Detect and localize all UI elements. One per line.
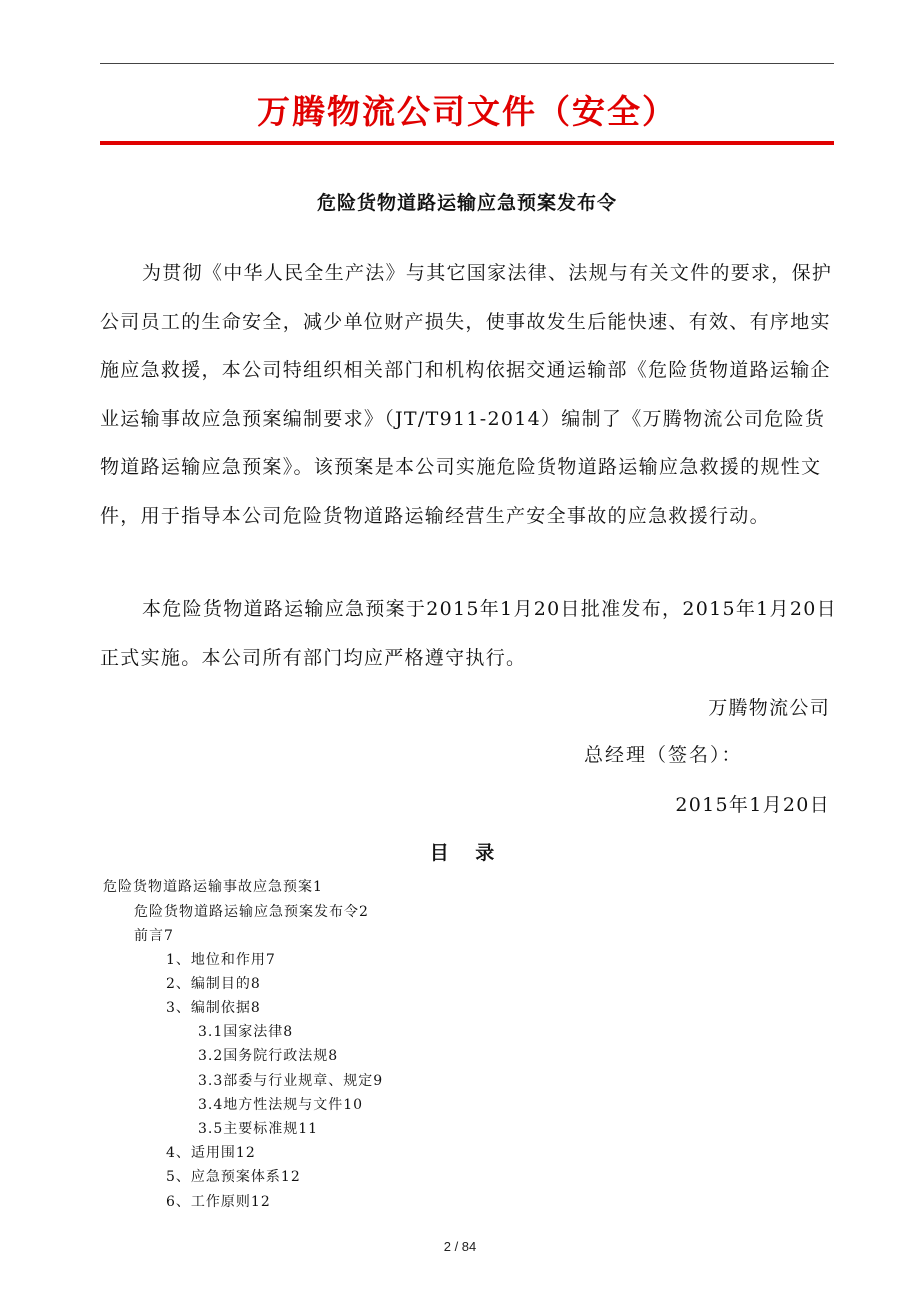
toc-item[interactable]: 前言7	[134, 928, 174, 944]
toc-item[interactable]: 6、工作原则12	[166, 1194, 271, 1210]
signature-company: 万腾物流公司	[708, 697, 830, 719]
toc-item[interactable]: 2、编制目的8	[166, 976, 261, 992]
toc-item[interactable]: 3.3部委与行业规章、规定9	[198, 1073, 384, 1089]
toc-item[interactable]: 3、编制依据8	[166, 1000, 261, 1016]
toc-item[interactable]: 1、地位和作用7	[166, 952, 276, 968]
toc-item[interactable]: 4、适用围12	[166, 1145, 256, 1161]
toc-item[interactable]: 3.4地方性法规与文件10	[198, 1097, 364, 1113]
signature-date: 2015年1月20日	[675, 794, 830, 816]
page-number: 2 / 84	[443, 1239, 477, 1254]
order-title: 危险货物道路运输应急预案发布令	[316, 192, 617, 214]
toc-item[interactable]: 5、应急预案体系12	[166, 1169, 301, 1185]
document-header-title: 万腾物流公司文件（安全）	[257, 92, 677, 131]
toc-item[interactable]: 危险货物道路运输事故应急预案1	[103, 879, 323, 895]
toc-title: 目 录	[429, 842, 505, 864]
header-red-rule	[100, 141, 834, 145]
toc-item[interactable]: 3.2国务院行政法规8	[198, 1048, 339, 1064]
order-paragraph-2: 本危险货物道路运输应急预案于2015年1月20日批准发布，2015年1月20日正式实施。本公司所有部门均应严格遵守执行。	[100, 598, 837, 669]
header-top-rule	[100, 63, 834, 64]
signature-manager: 总经理（签名）：	[584, 744, 743, 766]
order-paragraph-1: 为贯彻《中华人民全生产法》与其它国家法律、法规与有关文件的要求，保护公司员工的生命安全，减少单位财产损失，使事故发生后能快速、有效、有序地实施应急救援，本公司特组织相关部门和机构依据交通运输部《危险货物道路运输企业运输事故应急预案编制要求》（JT/T911-2014）编制了《万腾物流公司危险货物道路运输应急预案》。该预案是本公司实施危险货物道路运输应急救援的规性文件，用于指导本公司危险货物道路运输经营生产安全事故的应急救援行动。	[100, 262, 833, 527]
toc-item[interactable]: 危险货物道路运输应急预案发布令2	[134, 904, 369, 920]
toc-item[interactable]: 3.1国家法律8	[198, 1024, 294, 1040]
toc-item[interactable]: 3.5主要标准规11	[198, 1121, 319, 1137]
